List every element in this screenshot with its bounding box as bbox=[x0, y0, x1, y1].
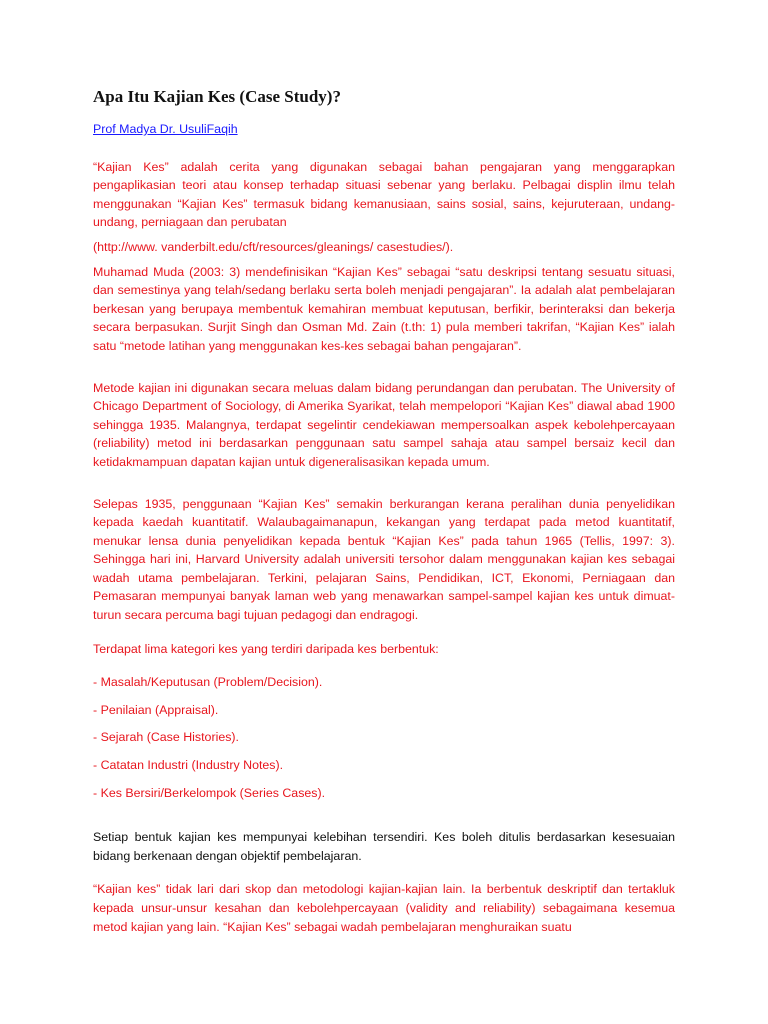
spacer bbox=[93, 871, 675, 880]
spacer bbox=[93, 631, 675, 640]
author-link[interactable]: Prof Madya Dr. UsuliFaqih bbox=[93, 122, 238, 136]
list-item: - Masalah/Keputusan (Problem/Decision). bbox=[93, 675, 323, 690]
paragraph-history: Metode kajian ini digunakan secara meluas dalam bidang perundangan dan perubatan. The University of Chicago Department of Sociology, di Amerika Syarikat, telah mempelopori “Kajian Kes” diawal abad 1900 sehingga 1935. Malangnya, terdapat segelintir cendekiawan mempersoalkan aspek kebolehpercayaan (reliability) metod ini berdasarkan penggunaan satu sampel sahaja atau sampel bersaiz kecil dan ketidakmampuan dapatan kajian untuk digeneralisasikan kepada umum. bbox=[93, 380, 675, 469]
paragraph-advantages: Setiap bentuk kajian kes mempunyai kelebihan tersendiri. Kes boleh ditulis berdasarkan kesesuaian bidang berkenaan dengan objektif pembelajaran. bbox=[93, 830, 675, 863]
spacer bbox=[93, 811, 675, 828]
document-page bbox=[93, 86, 675, 942]
spacer bbox=[93, 478, 675, 495]
paragraph-muhamad-muda: Muhamad Muda (2003: 3) mendefinisikan “Kajian Kes” sebagai “satu deskripsi tentang sesuatu situasi, dan semestinya yang telah/sedang berlaku serta boleh menjadi pengajaran”. Ia adalah alat pembelajaran berkesan yang berupaya membentuk kemahiran membuat keputusan, berfikir, berinteraksi dan bekerja secara berpasukan. Surjit Singh dan Osman Md. Zain (t.th: 1) pula memberi takrifan, “Kajian Kes” ialah satu “metode latihan yang menggunakan kes-kes sebagai bahan pengajaran”. bbox=[93, 264, 675, 353]
list-item: - Catatan Industri (Industry Notes). bbox=[93, 758, 284, 773]
paragraph-methodology: “Kajian kes” tidak lari dari skop dan metodologi kajian-kajian lain. Ia berbentuk deskriptif dan tertakluk kepada unsur-unsur kesahan dan kebolehpercayaan (validity and reliability) sebagaimana kesemua metod kajian yang lain. “Kajian Kes” sebagai wadah pembelajaran menghuraikan suatu bbox=[93, 882, 675, 934]
spacer bbox=[93, 362, 675, 379]
spacer bbox=[93, 664, 675, 673]
paragraph-categories-intro: Terdapat lima kategori kes yang terdiri daripada kes berbentuk: bbox=[93, 641, 439, 656]
page-title: Apa Itu Kajian Kes (Case Study)? bbox=[93, 87, 341, 106]
paragraph-after-1935: Selepas 1935, penggunaan “Kajian Kes” semakin berkurangan kerana peralihan dunia penyelidikan kepada kaedah kuantitatif. Walaubagaimanapun, kekangan yang terdapat pada metod kuantitatif, menukar lensa dunia penyelidikan kepada bentuk “Kajian Kes” pada tahun 1965 (Tellis, 1997: 3). Sehingga hari ini, Harvard University adalah universiti tersohor dalam menggunakan kajian kes sebagai wadah utama pembelajaran. Terkini, pelajaran Sains, Pendidikan, ICT, Ekonomi, Perniagaan dan Pemasaran mempunyai banyak laman web yang menawarkan sampel-sampel kajian kes untuk dimuat-turun secara percuma bagi tujuan pedagogi dan endragogi. bbox=[93, 496, 675, 623]
paragraph-source-url: (http://www. vanderbilt.edu/cft/resources/gleanings/ casestudies/). bbox=[93, 239, 454, 254]
list-item: - Sejarah (Case Histories). bbox=[93, 730, 239, 745]
list-item: - Penilaian (Appraisal). bbox=[93, 702, 219, 717]
list-item: - Kes Bersiri/Berkelompok (Series Cases). bbox=[93, 785, 326, 800]
paragraph-definition: “Kajian Kes” adalah cerita yang digunakan sebagai bahan pengajaran yang menggarapkan pengaplikasian teori atau konsep terhadap situasi sebenar yang berlaku. Pelbagai displin ilmu telah menggunakan “Kajian Kes” termasuk bidang kemanusiaan, sains sosial, sains, kejuruteraan, undang-undang, perniagaan dan perubatan bbox=[93, 159, 675, 230]
